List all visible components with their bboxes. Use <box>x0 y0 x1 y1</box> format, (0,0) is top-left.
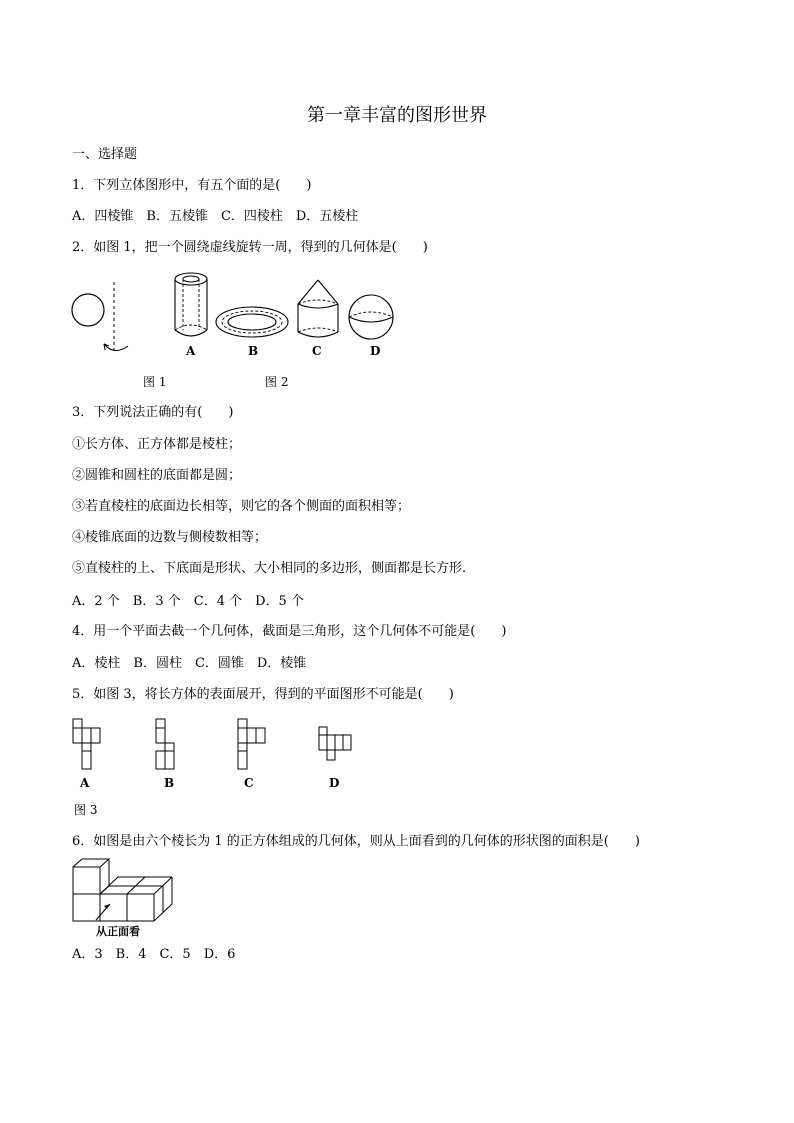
figure-3-caption: 图 3 <box>74 803 98 817</box>
figure-3-net-b <box>155 718 185 772</box>
page-title: 第一章丰富的图形世界 <box>307 105 487 126</box>
figure-2-label-d: D <box>370 344 381 358</box>
figure-3-net-a <box>72 718 102 772</box>
figure-1-caption: 图 1 <box>143 375 167 389</box>
figure-2-option-d-sphere <box>346 294 398 340</box>
figure-3-net-c <box>237 718 267 772</box>
figure-2-label-a: A <box>186 344 196 358</box>
question-6-options: A．3 B．4 C．5 D．6 <box>72 947 236 962</box>
figure-3-label-b: B <box>164 776 175 790</box>
figure-2-caption: 图 2 <box>265 375 289 389</box>
figure-2-label-c: C <box>312 344 322 358</box>
question-3-stem: 3．下列说法正确的有( ) <box>72 405 234 420</box>
section-heading: 一、选择题 <box>72 147 138 162</box>
question-3-options: A．2 个 B．3 个 C．4 个 D．5 个 <box>72 594 304 609</box>
figure-3-label-d: D <box>329 776 340 790</box>
figure-3-net-d <box>318 726 354 766</box>
question-4-stem: 4．用一个平面去截一个几何体，截面是三角形，这个几何体不可能是( ) <box>72 624 507 639</box>
figure-2-label-b: B <box>248 344 259 358</box>
question-3-statement-2: ②圆锥和圆柱的底面都是圆； <box>72 468 242 483</box>
figure-1-rotation <box>70 280 140 360</box>
question-5-stem: 5．如图 3，将长方体的表面展开，得到的平面图形不可能是( ) <box>72 687 454 702</box>
question-1-options: A．四棱锥 B．五棱锥 C．四棱柱 D．五棱柱 <box>72 209 359 224</box>
figure-2-option-c-cone-cylinder <box>296 278 342 342</box>
front-view-label: 从正面看 <box>96 925 140 938</box>
question-2-stem: 2．如图 1，把一个圆绕虚线旋转一周，得到的几何体是( ) <box>72 240 428 255</box>
question-6-stem: 6．如图是由六个棱长为 1 的正方体组成的几何体，则从上面看到的几何体的形状图的面积是( ) <box>72 834 640 849</box>
figure-cube-assembly <box>72 858 182 926</box>
question-3-statement-5: ⑤直棱柱的上、下底面是形状、大小相同的多边形，侧面都是长方形. <box>72 561 467 576</box>
question-3-statement-1: ①长方体、正方体都是棱柱； <box>72 437 242 452</box>
figure-3-label-c: C <box>244 776 254 790</box>
figure-2-option-a-hollow-cylinder <box>170 270 220 340</box>
question-3-statement-3: ③若直棱柱的底面边长相等，则它的各个侧面的面积相等； <box>72 499 411 514</box>
question-1-stem: 1．下列立体图形中，有五个面的是( ) <box>72 178 312 193</box>
question-4-options: A．棱柱 B．圆柱 C．圆锥 D．棱锥 <box>72 656 307 671</box>
figure-2-option-b-ring <box>214 304 290 340</box>
question-3-statement-4: ④棱锥底面的边数与侧棱数相等； <box>72 530 268 545</box>
figure-3-label-a: A <box>80 776 90 790</box>
